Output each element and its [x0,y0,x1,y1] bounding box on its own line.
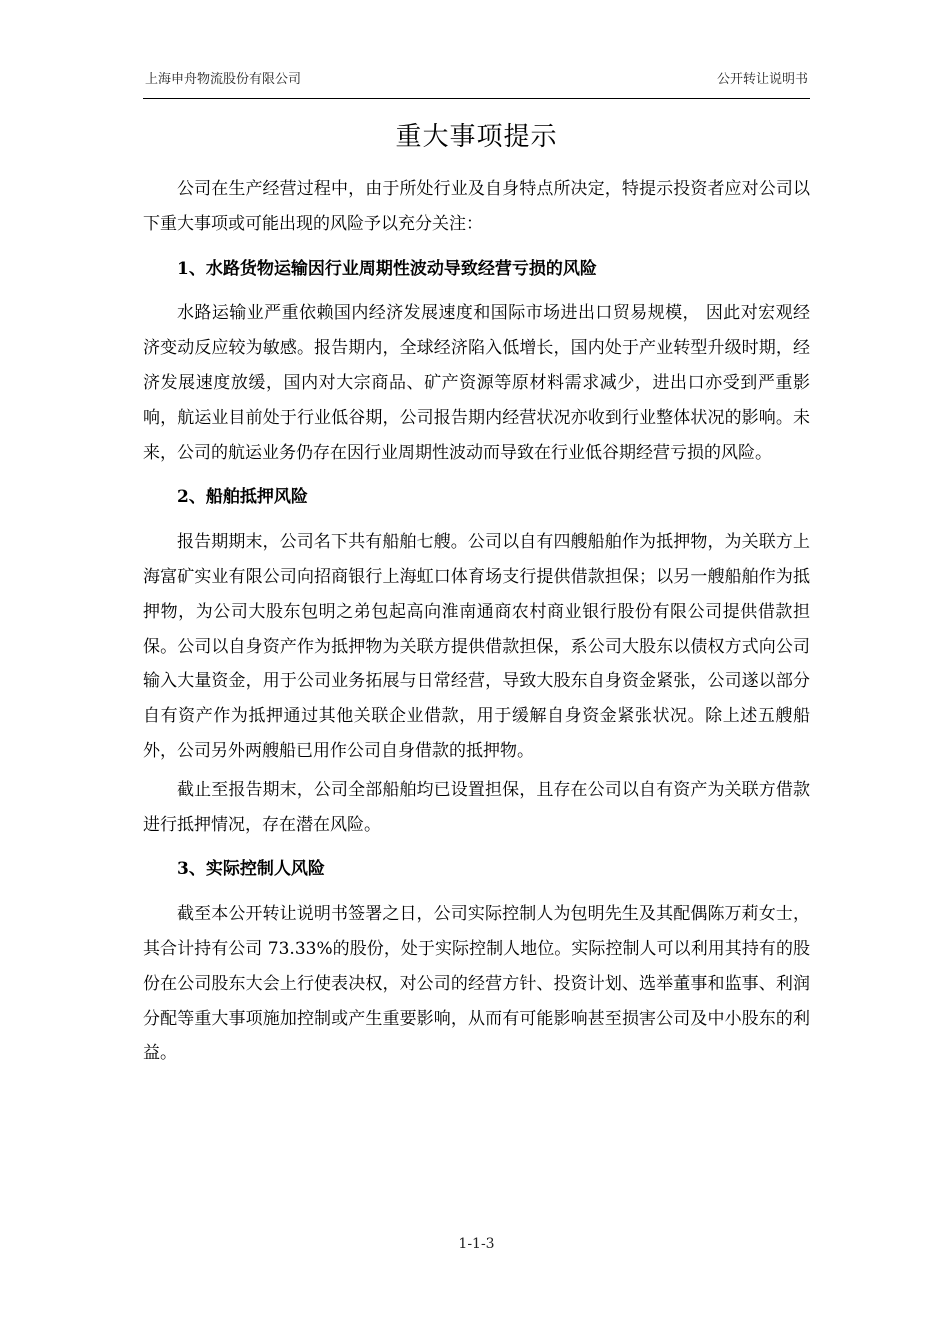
section-paragraph: 报告期期末，公司名下共有船舶七艘。公司以自有四艘船舶作为抵押物，为关联方上海富矿实业有限公司向招商银行上海虹口体育场支行提供借款担保；以另一艘船舶作为抵押物，为公司大股东包明之弟包起高向淮南通商农村商业银行股份有限公司提供借款担保。公司以自身资产作为抵押物为关联方提供借款担保，系公司大股东以债权方式向公司输入大量资金，用于公司业务拓展与日常经营，导致大股东自身资金紧张，公司遂以部分自有资产作为抵押通过其他关联企业借款，用于缓解自身资金紧张状况。除上述五艘船外，公司另外两艘船已用作公司自身借款的抵押物。 [143,532,810,761]
section-heading-controller-risk: 3、实际控制人风险 [177,859,325,880]
page-number: 1-1-3 [458,1236,495,1252]
page-title: 重大事项提示 [395,122,558,152]
section-heading-shipping-risk: 1、水路货物运输因行业周期性波动导致经营亏损的风险 [177,258,597,279]
header-company-name: 上海申舟物流股份有限公司 [145,72,302,87]
page-header [143,66,810,99]
section-paragraph: 截至本公开转让说明书签署之日，公司实际控制人为包明先生及其配偶陈万莉女士，其合计持有公司 73.33%的股份，处于实际控制人地位。实际控制人可以利用其持有的股份在公司股东大会上行使表决权，对公司的经营方针、投资计划、选举董事和监事、利润分配等重大事项施加控制或产生重要影响，从而有可能影响甚至损害公司及中小股东的利益。 [143,904,810,1064]
section-paragraph: 截止至报告期末，公司全部船舶均已设置担保，且存在公司以自有资产为关联方借款进行抵押情况，存在潜在风险。 [143,779,810,835]
section-paragraph: 水路运输业严重依赖国内经济发展速度和国际市场进出口贸易规模， 因此对宏观经济变动反应较为敏感。报告期内，全球经济陷入低增长，国内处于产业转型升级时期，经济发展速度放缓，国内对大宗商品、矿产资源等原材料需求减少，进出口亦受到严重影响，航运业目前处于行业低谷期，公司报告期内经营状况亦收到行业整体状况的影响。未来，公司的航运业务仍存在因行业周期性波动而导致在行业低谷期经营亏损的风险。 [143,303,810,463]
intro-paragraph: 公司在生产经营过程中，由于所处行业及自身特点所决定，特提示投资者应对公司以下重大事项或可能出现的风险予以充分关注： [143,179,810,234]
section-heading-mortgage-risk: 2、船舶抵押风险 [177,487,308,508]
document-body [143,172,810,1071]
header-document-type: 公开转让说明书 [716,72,808,87]
